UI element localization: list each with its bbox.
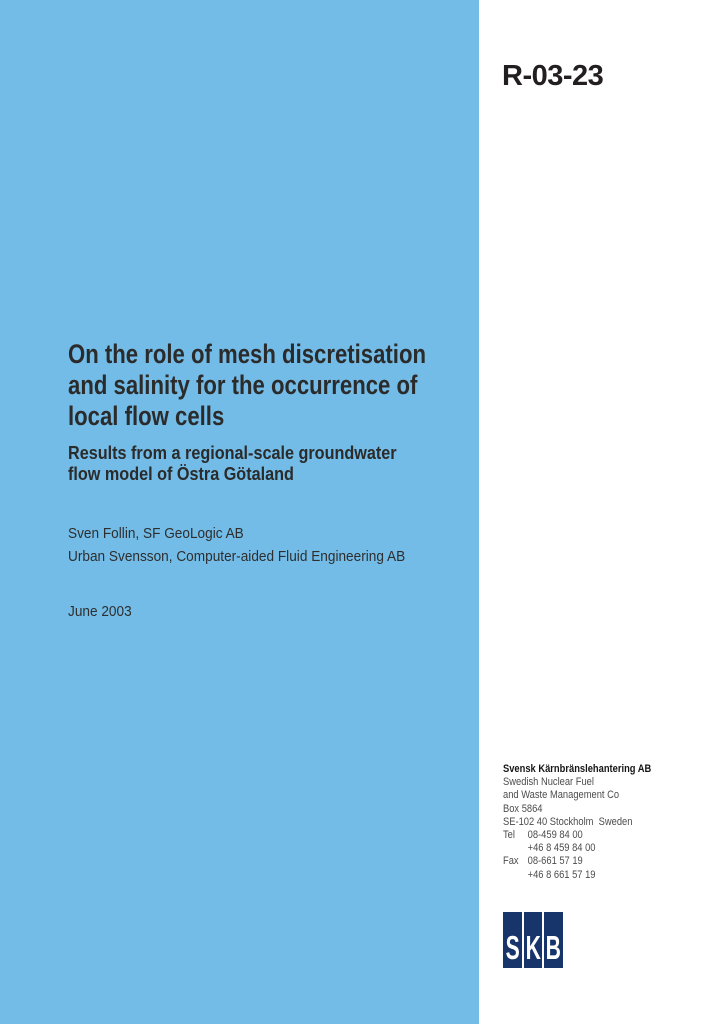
subtitle-line-2: flow model of Östra Götaland	[68, 464, 294, 484]
skb-logo-letter-k: K	[525, 928, 541, 967]
contact-tel-intl-row	[503, 842, 651, 855]
skb-logo-letter-b: B	[546, 928, 562, 967]
report-number: R-03-23	[502, 60, 604, 92]
skb-logo-bar-2	[524, 912, 543, 968]
skb-logo-bar-3	[544, 912, 563, 968]
subtitle-line-1: Results from a regional-scale groundwater	[68, 443, 397, 463]
contact-tel-intl-value: +46 8 459 84 00	[527, 842, 596, 855]
contact-tel-row	[503, 829, 651, 842]
report-subtitle	[68, 443, 397, 485]
publisher-address-box: Box 5864	[503, 802, 543, 815]
contact-fax-row	[503, 855, 651, 868]
contact-tel-value: 08-459 84 00	[527, 829, 583, 842]
contact-fax-intl-label	[503, 869, 528, 882]
author-line-1: Sven Follin, SF GeoLogic AB	[68, 526, 244, 542]
skb-logo-letter-s: S	[505, 928, 520, 967]
authors	[68, 523, 405, 568]
report-title	[68, 339, 426, 432]
publisher-address-block	[503, 763, 651, 882]
title-line-2: and salinity for the occurrence of	[68, 370, 418, 400]
contact-tel-label: Tel	[503, 829, 515, 842]
publication-date: June 2003	[68, 604, 132, 620]
skb-logo	[503, 912, 563, 968]
publisher-name: Svensk Kärnbränslehantering AB	[503, 763, 652, 775]
contact-tel-intl-label	[503, 842, 528, 855]
contact-fax-intl-row	[503, 869, 651, 882]
publisher-description-1: Swedish Nuclear Fuel	[503, 776, 594, 789]
contact-fax-intl-value: +46 8 661 57 19	[527, 868, 596, 881]
publisher-address-city: SE-102 40 Stockholm Sweden	[503, 815, 633, 828]
contact-fax-label: Fax	[503, 855, 519, 868]
skb-logo-bar-1	[503, 912, 522, 968]
title-line-3: local flow cells	[68, 401, 225, 431]
contact-fax-value: 08-661 57 19	[527, 855, 583, 868]
author-line-2: Urban Svensson, Computer-aided Fluid Engineering AB	[68, 548, 406, 565]
publisher-description-2: and Waste Management Co	[503, 789, 620, 802]
title-line-1: On the role of mesh discretisation	[68, 339, 427, 369]
